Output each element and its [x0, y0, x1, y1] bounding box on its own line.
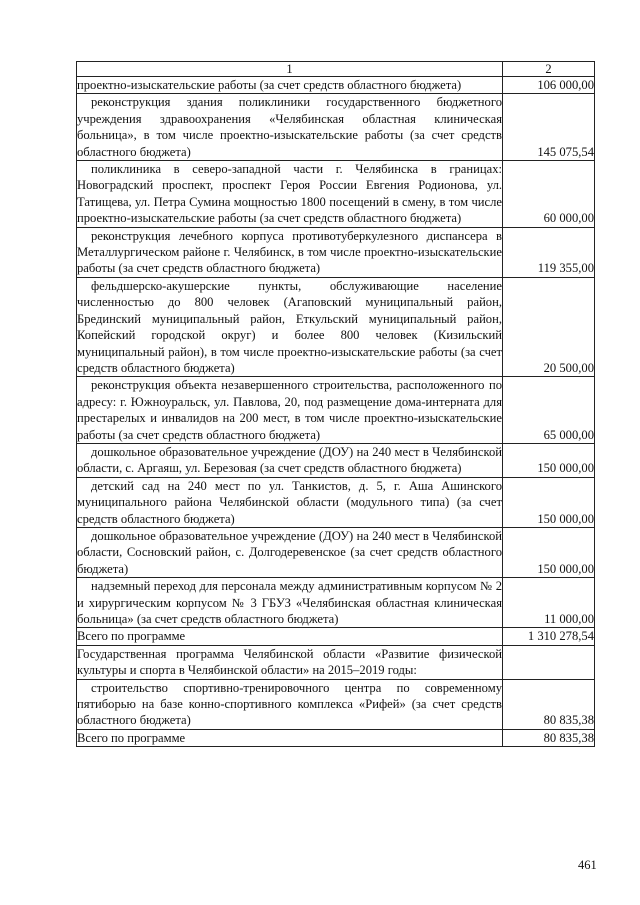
- row-amount: 119 355,00: [503, 227, 595, 277]
- table-row: [77, 443, 595, 477]
- row-text: проектно-изыскательские работы (за счет средств областного бюджета): [77, 77, 503, 94]
- row-amount: 80 835,38: [503, 679, 595, 729]
- program-title: Государственная программа Челябинской области «Развитие физической культуры и спорта в Челябинской области» на 2015–2019 годы:: [77, 646, 502, 678]
- row-text: реконструкция объекта незавершенного строительства, расположенного по адресу: г. Южноуральск, ул. Павлова, 20, под размещение дома-интерната для престарелых и инвалидов на 200 мест, в том числе проектно-изыскательские работы (за счет средств областного бюджета): [77, 378, 502, 442]
- total-label: Всего по программе: [77, 628, 503, 645]
- row-text: фельдшерско-акушерские пункты, обслуживающие население численностью до 800 человек (Агаповский муниципальный район, Брединский муниципальный район, Еткульский муниципальный район, Копейский городской округ) и более 800 человек (Кизильский муниципальный район), в том числе проектно-изыскательские работы (за счет средств областного бюджета): [77, 278, 502, 375]
- total-amount: 1 310 278,54: [503, 628, 595, 645]
- row-amount: 106 000,00: [503, 77, 595, 94]
- total-row: [77, 729, 595, 746]
- table-row: [77, 679, 595, 729]
- total-amount: 80 835,38: [503, 729, 595, 746]
- table-row: [77, 578, 595, 628]
- row-text: поликлиника в северо-западной части г. Челябинска в границах: Новоградский проспект, проспект Героя России Евгения Родионова, ул. Татищева, ул. Петра Сумина мощностью 1800 посещений в смену, в том числе проектно-изыскательские работы (за счет средств областного бюджета): [77, 162, 502, 226]
- row-text: дошкольное образовательное учреждение (ДОУ) на 240 мест в Челябинской области, с. Аргаяш, ул. Березовая (за счет средств областного бюджета): [77, 444, 502, 476]
- header-row: [77, 62, 595, 77]
- budget-table: [76, 61, 595, 747]
- row-text: детский сад на 240 мест по ул. Танкистов, д. 5, г. Аша Ашинского муниципального района Челябинской области (модульного типа) (за счет средств областного бюджета): [77, 478, 502, 526]
- table-row: [77, 77, 595, 94]
- table-row: [77, 227, 595, 277]
- program-title-amount-cell: [503, 645, 595, 679]
- row-amount: 20 500,00: [503, 277, 595, 376]
- row-amount: 150 000,00: [503, 477, 595, 527]
- total-label: Всего по программе: [77, 729, 503, 746]
- row-amount: 65 000,00: [503, 377, 595, 444]
- row-text: реконструкция здания поликлиники государственного бюджетного учреждения здравоохранения «Челябинская областная клиническая больница», в том числе проектно-изыскательские работы (за счет средств областного бюджета): [77, 95, 502, 159]
- column-header-1: 1: [77, 62, 503, 77]
- table-row: [77, 161, 595, 228]
- row-text: реконструкция лечебного корпуса противотуберкулезного диспансера в Металлургическом районе г. Челябинск, в том числе проектно-изыскательские работы (за счет средств областного бюджета): [77, 228, 502, 276]
- row-amount: 145 075,54: [503, 94, 595, 161]
- table-row: [77, 477, 595, 527]
- row-text: строительство спортивно-тренировочного центра по современному пятиборью на базе конно-спортивного комплекса «Рифей» (за счет средств областного бюджета): [77, 680, 502, 728]
- program-title-row: [77, 645, 595, 679]
- row-text: надземный переход для персонала между административным корпусом № 2 и хирургическим корпусом № 3 ГБУЗ «Челябинская областная клиническая больница» (за счет средств областного бюджета): [77, 579, 502, 626]
- table-row: [77, 527, 595, 577]
- table-row: [77, 94, 595, 161]
- table-body: [77, 77, 595, 747]
- table-row: [77, 377, 595, 444]
- row-amount: 150 000,00: [503, 527, 595, 577]
- table-row: [77, 277, 595, 376]
- page-number: 461: [578, 858, 597, 872]
- column-header-2: 2: [503, 62, 595, 77]
- total-row: [77, 628, 595, 645]
- row-amount: 60 000,00: [503, 161, 595, 228]
- row-amount: 150 000,00: [503, 443, 595, 477]
- row-text: дошкольное образовательное учреждение (ДОУ) на 240 мест в Челябинской области, Сосновский район, с. Долгодеревенское (за счет средств областного бюджета): [77, 528, 502, 576]
- row-amount: 11 000,00: [503, 578, 595, 628]
